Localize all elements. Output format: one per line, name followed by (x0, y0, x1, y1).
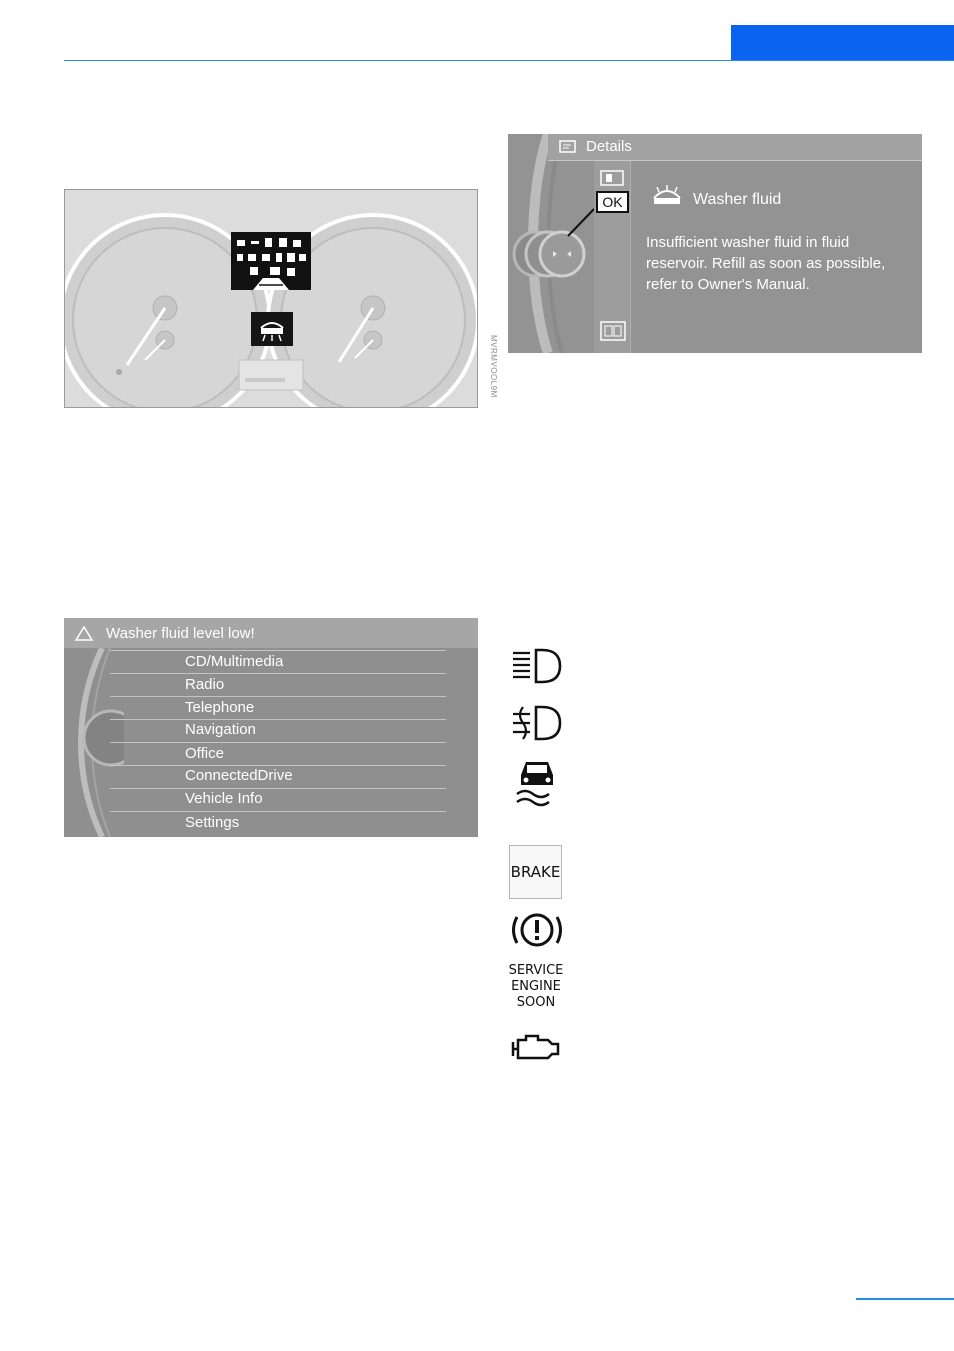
controller-ring-graphic (508, 134, 598, 353)
service-engine-soon-icon (506, 963, 566, 1011)
stability-control-icon (511, 755, 563, 807)
menu-separator (110, 742, 446, 743)
rear-fog-light-icon (510, 704, 564, 742)
ok-button[interactable]: OK (596, 191, 629, 213)
details-message: Insufficient washer fluid in fluid reservoir. Refill as soon as possible, refer to Owner's Manual. (646, 234, 886, 293)
instrument-cluster-drawing (65, 190, 478, 408)
menu-separator (110, 811, 446, 812)
details-title: Details (586, 138, 632, 155)
menu-item-cd-multimedia[interactable]: CD/Multimedia (185, 653, 284, 670)
menu-separator (110, 788, 446, 789)
soon-line: SOON (516, 995, 556, 1010)
menu-separator (110, 696, 446, 697)
washer-fluid-icon (650, 182, 684, 210)
service-line: SERVICE (508, 963, 564, 978)
brake-warning-icon: BRAKE (509, 845, 562, 899)
brake-exclamation-icon (510, 910, 564, 950)
car-info-icon[interactable] (600, 170, 624, 186)
image-code-label: MVRMVOOL9M (489, 335, 498, 398)
details-screen (508, 134, 922, 353)
headlight-high-beam-icon (510, 647, 564, 685)
menu-screen (64, 618, 478, 837)
header-rule (64, 60, 954, 61)
footer-rule (856, 1298, 954, 1300)
warning-triangle-icon (74, 625, 94, 642)
details-icon (558, 139, 578, 155)
menu-title: Washer fluid level low! (106, 625, 255, 642)
menu-separator (110, 719, 446, 720)
details-heading: Washer fluid (693, 191, 782, 208)
menu-item-radio[interactable]: Radio (185, 676, 225, 693)
menu-item-telephone[interactable]: Telephone (185, 699, 255, 716)
menu-separator (110, 673, 446, 674)
header-tab (731, 25, 954, 61)
menu-item-office[interactable]: Office (185, 745, 224, 762)
check-engine-icon (510, 1030, 564, 1064)
menu-item-navigation[interactable]: Navigation (185, 721, 256, 738)
menu-item-connecteddrive[interactable]: ConnectedDrive (185, 767, 293, 784)
menu-item-vehicle-info[interactable]: Vehicle Info (185, 790, 263, 807)
menu-item-settings[interactable]: Settings (185, 814, 240, 831)
instrument-cluster-image (64, 189, 478, 408)
engine-line: ENGINE (511, 979, 561, 994)
owners-manual-icon[interactable] (600, 321, 626, 341)
